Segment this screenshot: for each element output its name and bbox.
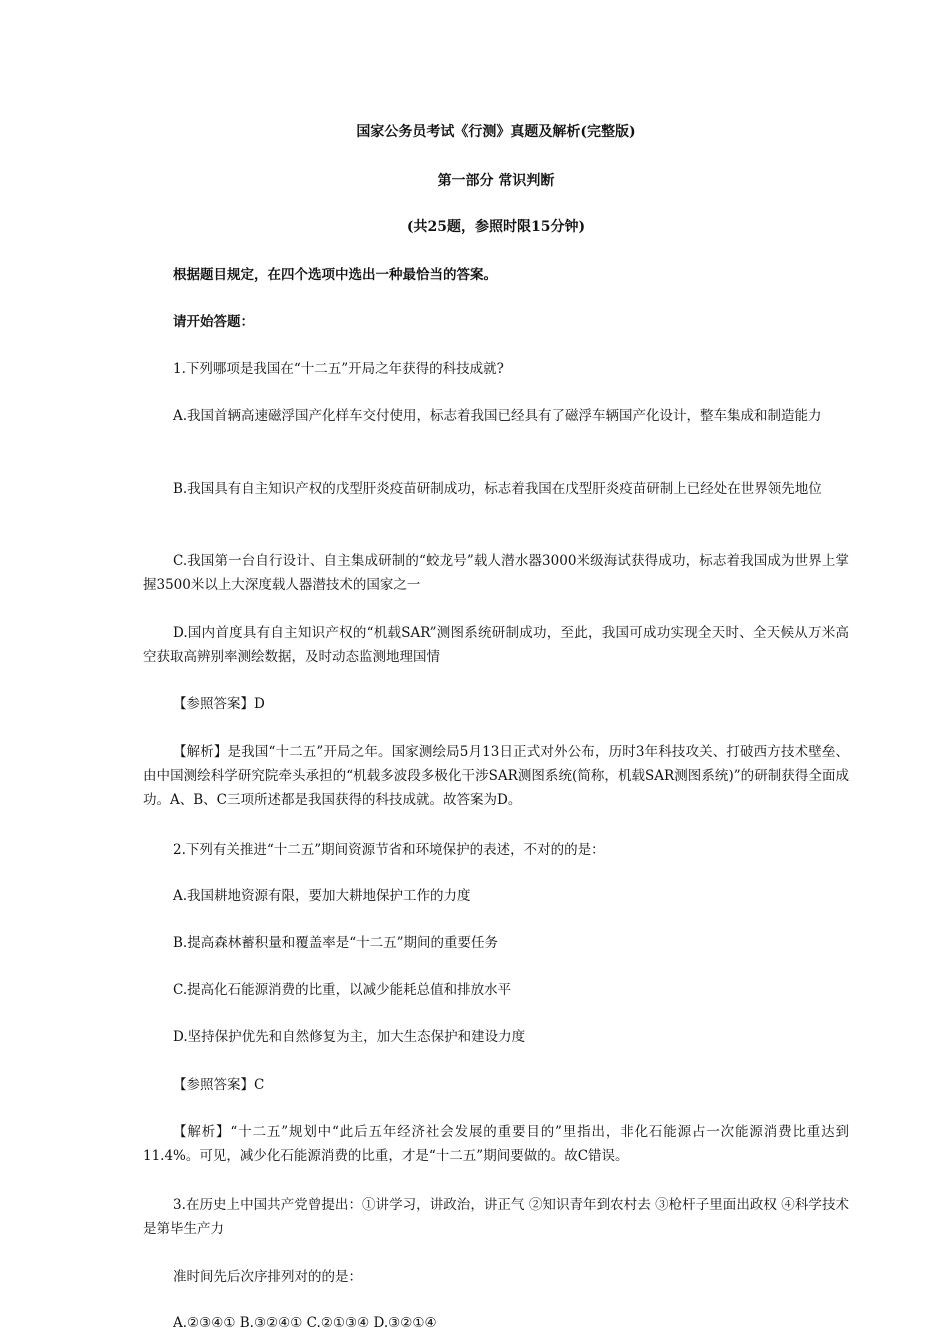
question-2-option-d: D.坚持保护优先和自然修复为主，加大生态保护和建设力度 [173, 1029, 526, 1045]
start-prompt: 请开始答题： [173, 314, 254, 330]
question-2-option-b: B.提高森林蓄积量和覆盖率是“十二五”期间的重要任务 [173, 935, 499, 951]
question-2-option-c: C.提高化石能源消费的比重，以减少能耗总值和排放水平 [173, 982, 512, 998]
section-note: (共25题，参照时限15分钟) [406, 219, 586, 235]
section-heading: 第一部分 常识判断 [437, 173, 555, 189]
question-1-option-c: C.我国第一台自行设计、自主集成研制的“蛟龙号”载人潜水器3000米级海试获得成功，标志着我国成为世界上掌握3500米以上大深度载人器潜技术的国家之一 [143, 553, 849, 593]
question-3-stem: 3.在历史上中国共产党曾提出：①讲学习，讲政治，讲正气 ②知识青年到农村去 ③枪杆子里面出政权 ④科学技术是第毕生产力 [143, 1197, 849, 1237]
question-1-analysis: 【解析】是我国“十二五”开局之年。国家测绘局5月13日正式对外公布，历时3年科技攻关、打破西方技术壁垒、由中国测绘科学研究院牵头承担的“机载多波段多极化干涉SAR测图系统(简称，机载SAR测图系统)”的研制获得全面成功。A、B、C三项所述都是我国获得的科技成就。故答案为D。 [143, 744, 849, 808]
question-1-stem: 1.下列哪项是我国在“十二五”开局之年获得的科技成就? [173, 361, 504, 377]
question-2-analysis: 【解析】“十二五”规划中“此后五年经济社会发展的重要目的”里指出，非化石能源占一次能源消费比重达到11.4%。可见，减少化石能源消费的比重，才是“十二五”期间要做的。故C错误。 [143, 1124, 849, 1164]
question-2-option-a: A.我国耕地资源有限，要加大耕地保护工作的力度 [173, 888, 471, 904]
question-3-options: A.②③④① B.③②④① C.②①③④ D.③②①④ [173, 1315, 437, 1331]
question-3-order-prompt: 准时间先后次序排列对的的是： [173, 1269, 362, 1285]
question-1-answer: 【参照答案】D [173, 696, 265, 712]
question-1-option-d: D.国内首度具有自主知识产权的“机载SAR”测图系统研制成功，至此，我国可成功实现全天时、全天候从万米高空获取高辨别率测绘数据，及时动态监测地理国情 [143, 625, 849, 665]
question-2-stem: 2.下列有关推进“十二五”期间资源节省和环境保护的表述，不对的的是： [173, 842, 605, 858]
question-1-option-b: B.我国具有自主知识产权的戊型肝炎疫苗研制成功，标志着我国在戊型肝炎疫苗研制上已经处在世界领先地位 [173, 481, 822, 497]
question-2-answer: 【参照答案】C [173, 1077, 265, 1093]
instruction-text: 根据题目规定，在四个选项中选出一种最恰当的答案。 [173, 267, 497, 283]
question-1-option-a: A.我国首辆高速磁浮国产化样车交付使用，标志着我国已经具有了磁浮车辆国产化设计，整车集成和制造能力 [173, 408, 822, 424]
document-title: 国家公务员考试《行测》真题及解析(完整版) [356, 124, 636, 140]
